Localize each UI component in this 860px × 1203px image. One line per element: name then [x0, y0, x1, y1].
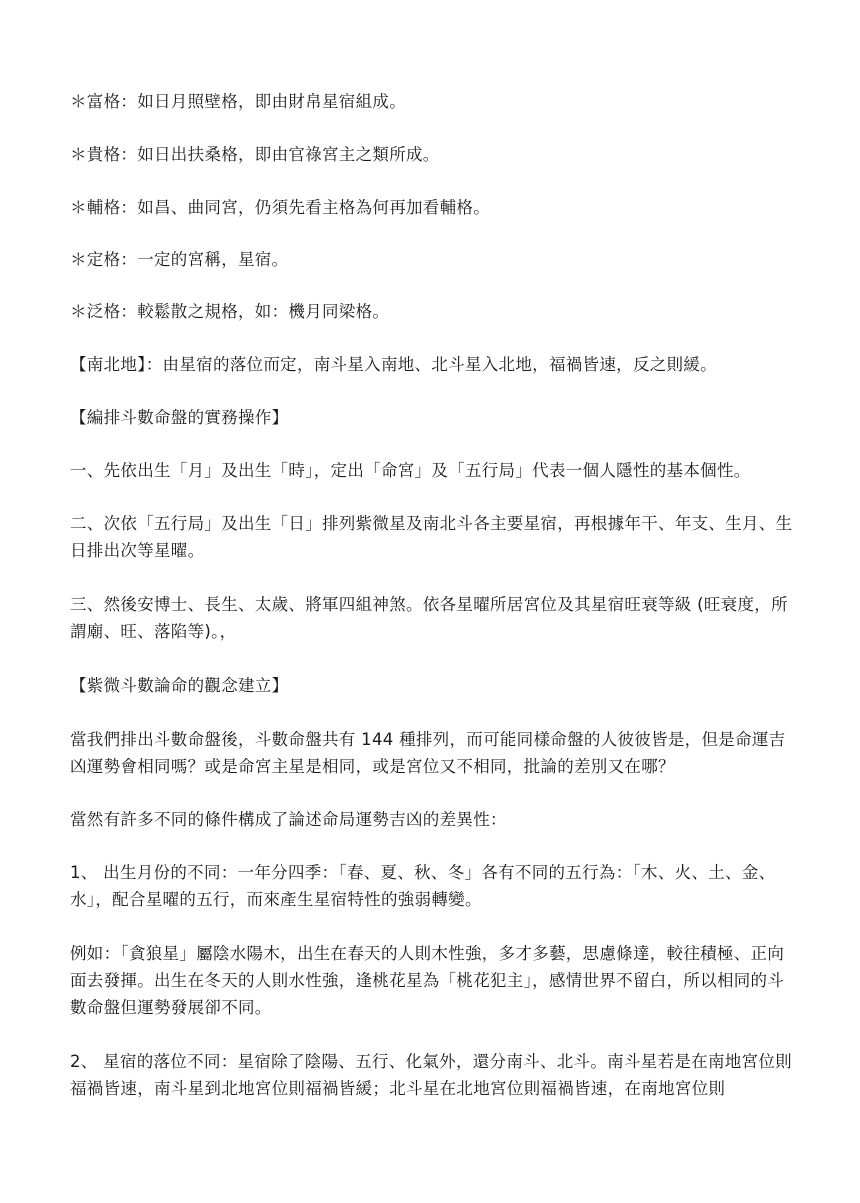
paragraph-noble-pattern: ＊貴格：如日出扶桑格，即由官祿宮主之類所成。: [70, 145, 440, 164]
paragraph-step-two: 二、次依「五行局」及出生「日」排列紫微星及南北斗各主要星宿，再根據年干、年支、生月、生日排出次等星曜。: [70, 514, 793, 560]
paragraph-fixed-pattern: ＊定格：一定的宮稱，星宿。: [70, 250, 289, 269]
paragraph-loose-pattern: ＊泛格：較鬆散之規格，如：機月同梁格。: [70, 302, 390, 321]
section-heading-concepts: 【紫微斗數論命的觀念建立】: [70, 676, 289, 695]
paragraph-differences-intro: 當然有許多不同的條件構成了論述命局運勢吉凶的差異性：: [70, 810, 507, 829]
section-heading-chart-operation: 【編排斗數命盤的實務操作】: [70, 408, 289, 427]
paragraph-step-one: 一、先依出生「月」及出生「時」，定出「命宮」及「五行局」代表一個人隱性的基本個性。: [70, 461, 751, 480]
paragraph-example: 例如：「貪狼星」屬陰水陽木，出生在春天的人則木性強，多才多藝，思慮條達，較往積極、正向面去發揮。出生在冬天的人則水性強，逢桃花星為「桃花犯主」，感情世界不留白，所以相同的斗數命盤但運勢發展卻不同。: [70, 944, 785, 1017]
paragraph-rich-pattern: ＊富格：如日月照壁格，即由財帛星宿組成。: [70, 92, 406, 111]
paragraph-north-south: 【南北地】：由星宿的落位而定，南斗星入南地、北斗星入北地，福禍皆速，反之則緩。: [70, 355, 717, 374]
paragraph-star-position: 2、 星宿的落位不同：星宿除了陰陽、五行、化氣外，還分南斗、北斗。南斗星若是在南地宮位則福禍皆速，南斗星到北地宮位則福禍皆緩；北斗星在北地宮位則福禍皆速，在南地宮位則: [70, 1052, 792, 1098]
paragraph-chart-combinations: 當我們排出斗數命盤後，斗數命盤共有 144 種排列，而可能同樣命盤的人彼彼皆是，但是命運吉凶運勢會相同嗎？或是命宮主星是相同，或是宮位又不相同，批論的差別又在哪？: [70, 730, 786, 776]
paragraph-auxiliary-pattern: ＊輔格：如昌、曲同宮，仍須先看主格為何再加看輔格。: [70, 198, 490, 217]
paragraph-step-three: 三、然後安博士、長生、太歲、將軍四組神煞。依各星曜所居宮位及其星宿旺衰等級 (旺衰度，所謂廟、旺、落陷等)。，: [70, 595, 788, 641]
paragraph-birth-month: 1、 出生月份的不同：一年分四季：「春、夏、秋、冬」各有不同的五行為：「木、火、土、金、水」，配合星曜的五行，而來產生星宿特性的強弱轉變。: [70, 863, 776, 909]
